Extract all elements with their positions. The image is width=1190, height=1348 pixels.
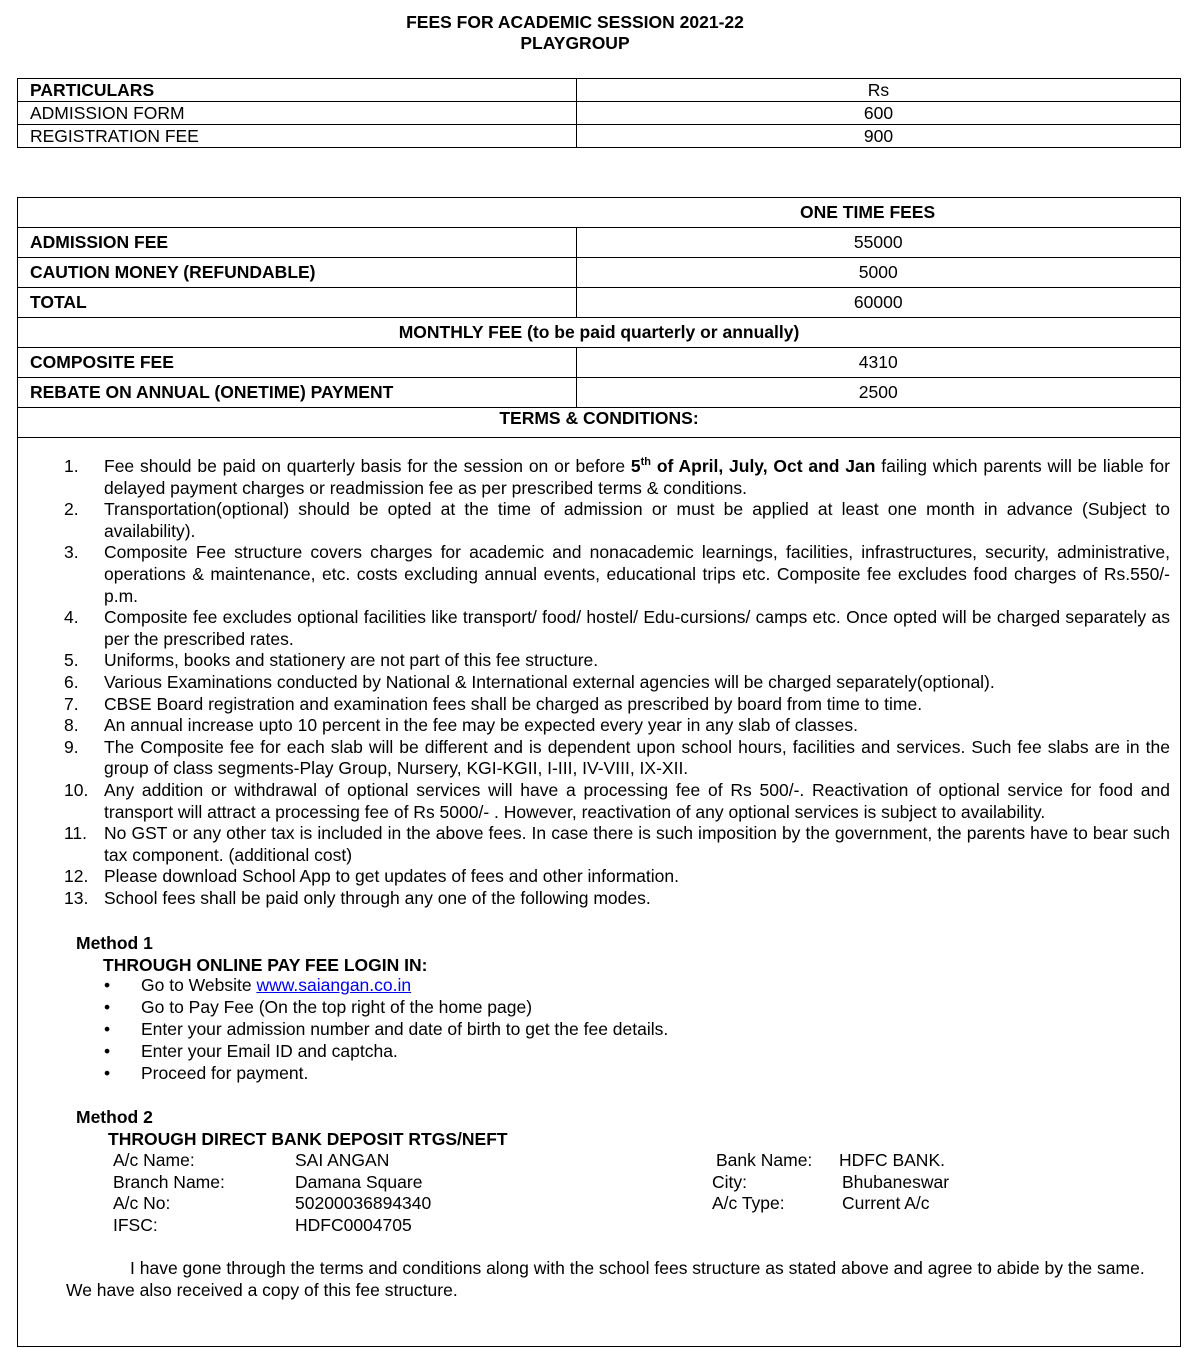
method-1-label: Method 1 <box>76 933 153 953</box>
term-text-part: failing which parents will be liable for delayed payment charges or readmission fee as per prescribed terms & conditions. <box>104 456 1170 498</box>
list-item <box>104 974 668 996</box>
list-item <box>104 1040 668 1062</box>
term-text: Various Examinations conducted by National & International external agencies will be charged separately(optional). <box>104 671 995 692</box>
step-text: Go to Pay Fee (On the top right of the home page) <box>141 997 533 1017</box>
bullet-icon: • <box>104 975 111 995</box>
term-number: 6. <box>64 671 79 692</box>
list-item <box>64 888 1170 910</box>
fee-label: TOTAL <box>18 288 577 318</box>
table-row <box>18 348 1181 378</box>
term-number: 11. <box>64 823 88 844</box>
account-name-value: SAI ANGAN <box>295 1150 390 1170</box>
list-item <box>64 672 1170 694</box>
fee-label: REBATE ON ANNUAL (ONETIME) PAYMENT <box>18 378 577 408</box>
method-1-steps <box>104 974 668 1084</box>
website-link[interactable]: www.saiangan.co.in <box>256 975 412 995</box>
term-text-part: Fee should be paid on quarterly basis for the session on or before <box>104 456 631 476</box>
list-item <box>64 650 1170 672</box>
list-item <box>104 1062 668 1084</box>
bank-name-value: HDFC BANK. <box>839 1150 945 1170</box>
term-text: An annual increase upto 10 percent in the fee may be expected every year in any slab of classes. <box>104 715 858 736</box>
table-row <box>18 125 1181 148</box>
step-text: Proceed for payment. <box>141 1063 309 1083</box>
list-item <box>104 996 668 1018</box>
method-2-label: Method 2 <box>76 1107 153 1127</box>
bank-details-right-values <box>839 1150 949 1215</box>
term-number: 3. <box>64 542 79 563</box>
list-item <box>64 456 1170 499</box>
list-item <box>64 694 1170 716</box>
city-label: City: <box>712 1171 747 1192</box>
term-number: 9. <box>64 736 79 757</box>
table-row <box>18 288 1181 318</box>
fee-label: ADMISSION FEE <box>18 228 577 258</box>
step-text <box>141 974 411 996</box>
term-text: School fees shall be paid only through any one of the following modes. <box>104 887 651 908</box>
document-title <box>0 12 1150 54</box>
list-item <box>64 499 1170 542</box>
term-number: 8. <box>64 715 79 736</box>
table-row <box>18 228 1181 258</box>
table-row <box>18 258 1181 288</box>
fee-value: 55000 <box>576 228 1181 258</box>
term-text <box>104 456 1170 499</box>
term-number: 13. <box>64 887 89 908</box>
particular-value: 600 <box>577 102 1181 125</box>
term-number: 12. <box>64 866 89 887</box>
list-item <box>64 737 1170 780</box>
class-title: PLAYGROUP <box>520 33 630 53</box>
fee-value: 60000 <box>576 288 1181 318</box>
monthly-header-row <box>18 318 1181 348</box>
terms-header: TERMS & CONDITIONS: <box>18 408 1181 438</box>
fee-value: 5000 <box>576 258 1181 288</box>
term-text: The Composite fee for each slab will be different and is dependent upon school hours, facilities and services. Such fee slabs are in the group of class segments-Play Group, Nursery, KGI-KGII, I-III, IV-VIII, IX-XII. <box>104 736 1170 779</box>
step-text: Enter your Email ID and captcha. <box>141 1041 398 1061</box>
terms-list <box>64 456 1170 909</box>
declaration-text: I have gone through the terms and conditions along with the school fees structure as stated above and agree to abide by the same. We have also received a copy of this fee structure. <box>66 1258 1145 1300</box>
list-item <box>64 542 1170 607</box>
term-text: Composite Fee structure covers charges for academic and nonacademic learnings, facilities, infrastructures, security, administrative, operations & maintenance, etc. costs excluding annual events, educational trips etc. Composite fee excludes food charges of Rs.550/- p.m. <box>104 542 1170 606</box>
term-number: 10. <box>64 779 89 800</box>
bank-details-left-labels <box>113 1150 225 1236</box>
term-number: 1. <box>64 456 79 476</box>
particular-label: ADMISSION FORM <box>18 102 577 125</box>
fee-label: COMPOSITE FEE <box>18 348 577 378</box>
term-number: 5. <box>64 650 79 671</box>
table-header-row <box>18 79 1181 102</box>
list-item <box>64 715 1170 737</box>
terms-header-row <box>18 408 1181 438</box>
bank-details-right-labels <box>712 1150 812 1215</box>
list-item <box>64 607 1170 650</box>
city-value: Bhubaneswar <box>842 1171 950 1192</box>
term-text: CBSE Board registration and examination fees shall be charged as prescribed by board from time to time. <box>104 693 923 714</box>
bank-name-label: Bank Name: <box>716 1150 813 1170</box>
one-time-header-row <box>18 198 1181 228</box>
account-type-label: A/c Type: <box>712 1193 785 1213</box>
branch-name-value: Damana Square <box>295 1171 423 1192</box>
particulars-table <box>17 78 1181 148</box>
particular-value: 900 <box>577 125 1181 148</box>
term-text: Uniforms, books and stationery are not part of this fee structure. <box>104 650 599 671</box>
fees-table <box>17 197 1181 438</box>
bullet-icon: • <box>104 1019 111 1039</box>
list-item <box>104 1018 668 1040</box>
fee-label: CAUTION MONEY (REFUNDABLE) <box>18 258 577 288</box>
account-name-label: A/c Name: <box>113 1150 195 1170</box>
term-number: 4. <box>64 607 79 628</box>
term-text: Please download School App to get updates of fees and other information. <box>104 866 679 887</box>
term-number: 2. <box>64 499 79 520</box>
list-item <box>64 866 1170 888</box>
monthly-fee-header: MONTHLY FEE (to be paid quarterly or annually) <box>18 318 1181 348</box>
table-row <box>18 378 1181 408</box>
term-text: Transportation(optional) should be opted at the time of admission or must be applied at least one month in advance (Subject to availability). <box>104 499 1170 541</box>
step-text-part: Go to Website <box>141 975 257 995</box>
term-text: No GST or any other tax is included in the above fees. In case there is such imposition by the government, the parents have to bear such tax component. (additional cost) <box>104 823 1170 865</box>
session-title: FEES FOR ACADEMIC SESSION 2021-22 <box>406 12 744 32</box>
account-number-label: A/c No: <box>113 1193 171 1213</box>
account-type-value: Current A/c <box>842 1193 930 1213</box>
table-row <box>18 102 1181 125</box>
term-number: 7. <box>64 693 79 714</box>
list-item <box>64 780 1170 823</box>
term-text: Composite fee excludes optional facilities like transport/ food/ hostel/ Edu-cursions/ camps etc. Once opted will be charged separately as per the prescribed rates. <box>104 607 1170 649</box>
term-superscript: th <box>640 456 652 469</box>
rs-header: Rs <box>577 79 1181 102</box>
step-text: Enter your admission number and date of birth to get the fee details. <box>141 1019 669 1039</box>
particular-label: REGISTRATION FEE <box>18 125 577 148</box>
bank-details-left-values <box>295 1150 431 1236</box>
term-bold-part: of April, July, Oct and Jan <box>651 456 876 476</box>
branch-name-label: Branch Name: <box>113 1171 225 1192</box>
one-time-fees-header: ONE TIME FEES <box>576 198 1181 228</box>
bullet-icon: • <box>104 1063 111 1083</box>
bullet-icon: • <box>104 1041 111 1061</box>
method-2-heading: THROUGH DIRECT BANK DEPOSIT RTGS/NEFT <box>108 1129 508 1149</box>
term-text: Any addition or withdrawal of optional services will have a processing fee of Rs 500/-. Reactivation of optional service for food and transport will attract a processing fee of Rs 5000/- . However, reactivation of any optional services is subject to availability. <box>104 779 1170 822</box>
fee-value: 4310 <box>576 348 1181 378</box>
method-1-heading: THROUGH ONLINE PAY FEE LOGIN IN: <box>103 955 428 975</box>
ifsc-value: HDFC0004705 <box>295 1214 412 1235</box>
account-number-value: 50200036894340 <box>295 1193 432 1213</box>
ifsc-label: IFSC: <box>113 1214 158 1235</box>
list-item <box>64 823 1170 866</box>
term-bold-part: 5 <box>630 456 641 476</box>
particulars-header: PARTICULARS <box>18 79 577 102</box>
bullet-icon: • <box>104 997 111 1017</box>
empty-cell <box>18 198 577 228</box>
fee-value: 2500 <box>576 378 1181 408</box>
